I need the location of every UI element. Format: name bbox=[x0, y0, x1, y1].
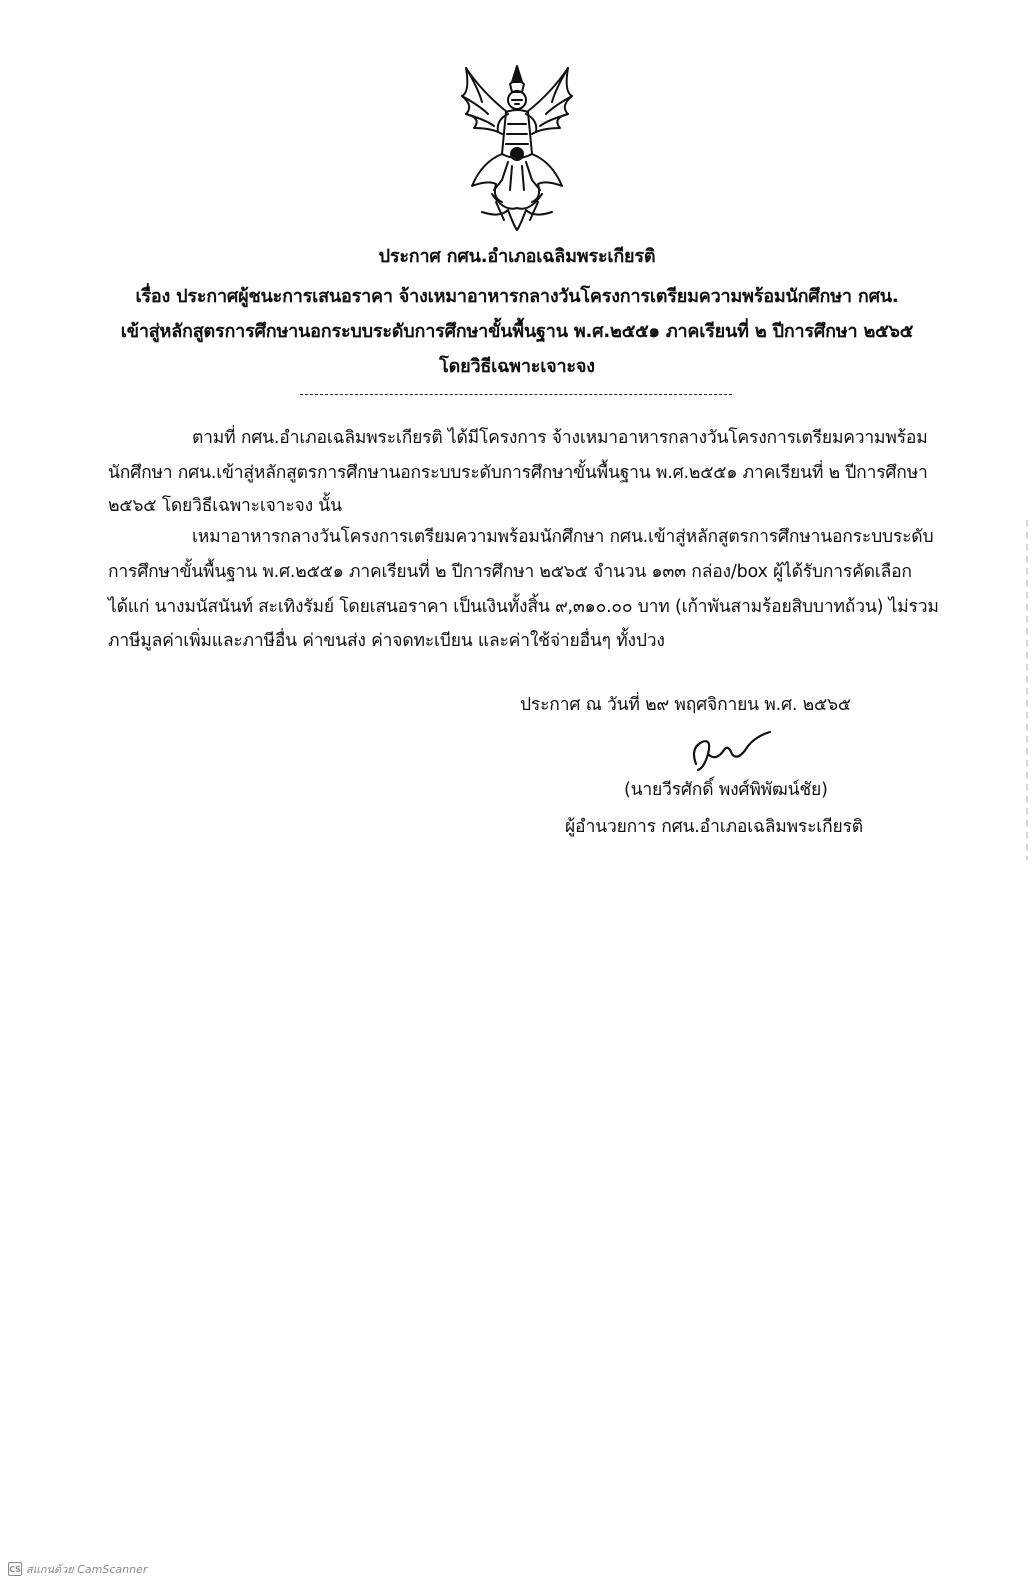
handwritten-signature bbox=[686, 728, 776, 774]
signer-position: ผู้อำนวยการ กศน.อำเภอเฉลิมพระเกียรติ bbox=[565, 817, 863, 837]
camscanner-watermark bbox=[8, 1561, 147, 1577]
paragraph-2-line-1: เหมาอาหารกลางวันโครงการเตรียมความพร้อมนักศึกษา กศน.เข้าสู่หลักสูตรการศึกษานอกระบบระดับ bbox=[192, 527, 934, 547]
camscanner-logo-icon: CS bbox=[8, 1562, 22, 1576]
paragraph-2-line-2: การศึกษาขั้นพื้นฐาน พ.ศ.๒๕๕๑ ภาคเรียนที่ ๒ ปีการศึกษา ๒๕๖๕ จำนวน ๑๓๓ กล่อง/box ผู้ได้รับการคัดเลือก bbox=[108, 562, 912, 582]
signer-name: (นายวีรศักดิ์ พงศ์พิพัฒน์ชัย) bbox=[624, 780, 828, 800]
announcement-title: ประกาศ กศน.อำเภอเฉลิมพระเกียรติ bbox=[378, 246, 656, 267]
paragraph-2-line-4: ภาษีมูลค่าเพิ่มและภาษีอื่น ค่าขนส่ง ค่าจดทะเบียน และค่าใช้จ่ายอื่นๆ ทั้งปวง bbox=[108, 631, 665, 651]
paragraph-1-line-1: ตามที่ กศน.อำเภอเฉลิมพระเกียรติ ได้มีโครงการ จ้างเหมาอาหารกลางวันโครงการเตรียมความพร้อม bbox=[192, 428, 928, 448]
subject-line-3: โดยวิธีเฉพาะเจาะจง bbox=[439, 356, 595, 377]
garuda-emblem-icon bbox=[452, 62, 582, 234]
subject-line-2: เข้าสู่หลักสูตรการศึกษานอกระบบระดับการศึกษาขั้นพื้นฐาน พ.ศ.๒๕๕๑ ภาคเรียนที่ ๒ ปีการศึกษา ๒๕๖๕ bbox=[120, 321, 914, 342]
paragraph-1-line-2: นักศึกษา กศน.เข้าสู่หลักสูตรการศึกษานอกระบบระดับการศึกษาขั้นพื้นฐาน พ.ศ.๒๕๕๑ ภาคเรียนที่ ๒ ปีการศึกษา bbox=[108, 463, 928, 483]
subject-line-1: เรื่อง ประกาศผู้ชนะการเสนอราคา จ้างเหมาอาหารกลางวันโครงการเตรียมความพร้อมนักศึกษา กศน. bbox=[135, 286, 899, 307]
scan-edge-line bbox=[1026, 520, 1028, 860]
paragraph-2-line-3: ได้แก่ นางมนัสนันท์ สะเทิงรัมย์ โดยเสนอราคา เป็นเงินทั้งสิ้น ๙,๓๑๐.๐๐ บาท (เก้าพันสามร้อยสิบบาทถ้วน) ไม่รวม bbox=[108, 597, 939, 617]
divider-dashes bbox=[300, 394, 732, 395]
paragraph-1-line-3: ๒๕๖๕ โดยวิธีเฉพาะเจาะจง นั้น bbox=[108, 496, 342, 516]
camscanner-text: สแกนด้วย CamScanner bbox=[26, 1563, 148, 1576]
announcement-date: ประกาศ ณ วันที่ ๒๙ พฤศจิกายน พ.ศ. ๒๕๖๕ bbox=[520, 695, 851, 715]
